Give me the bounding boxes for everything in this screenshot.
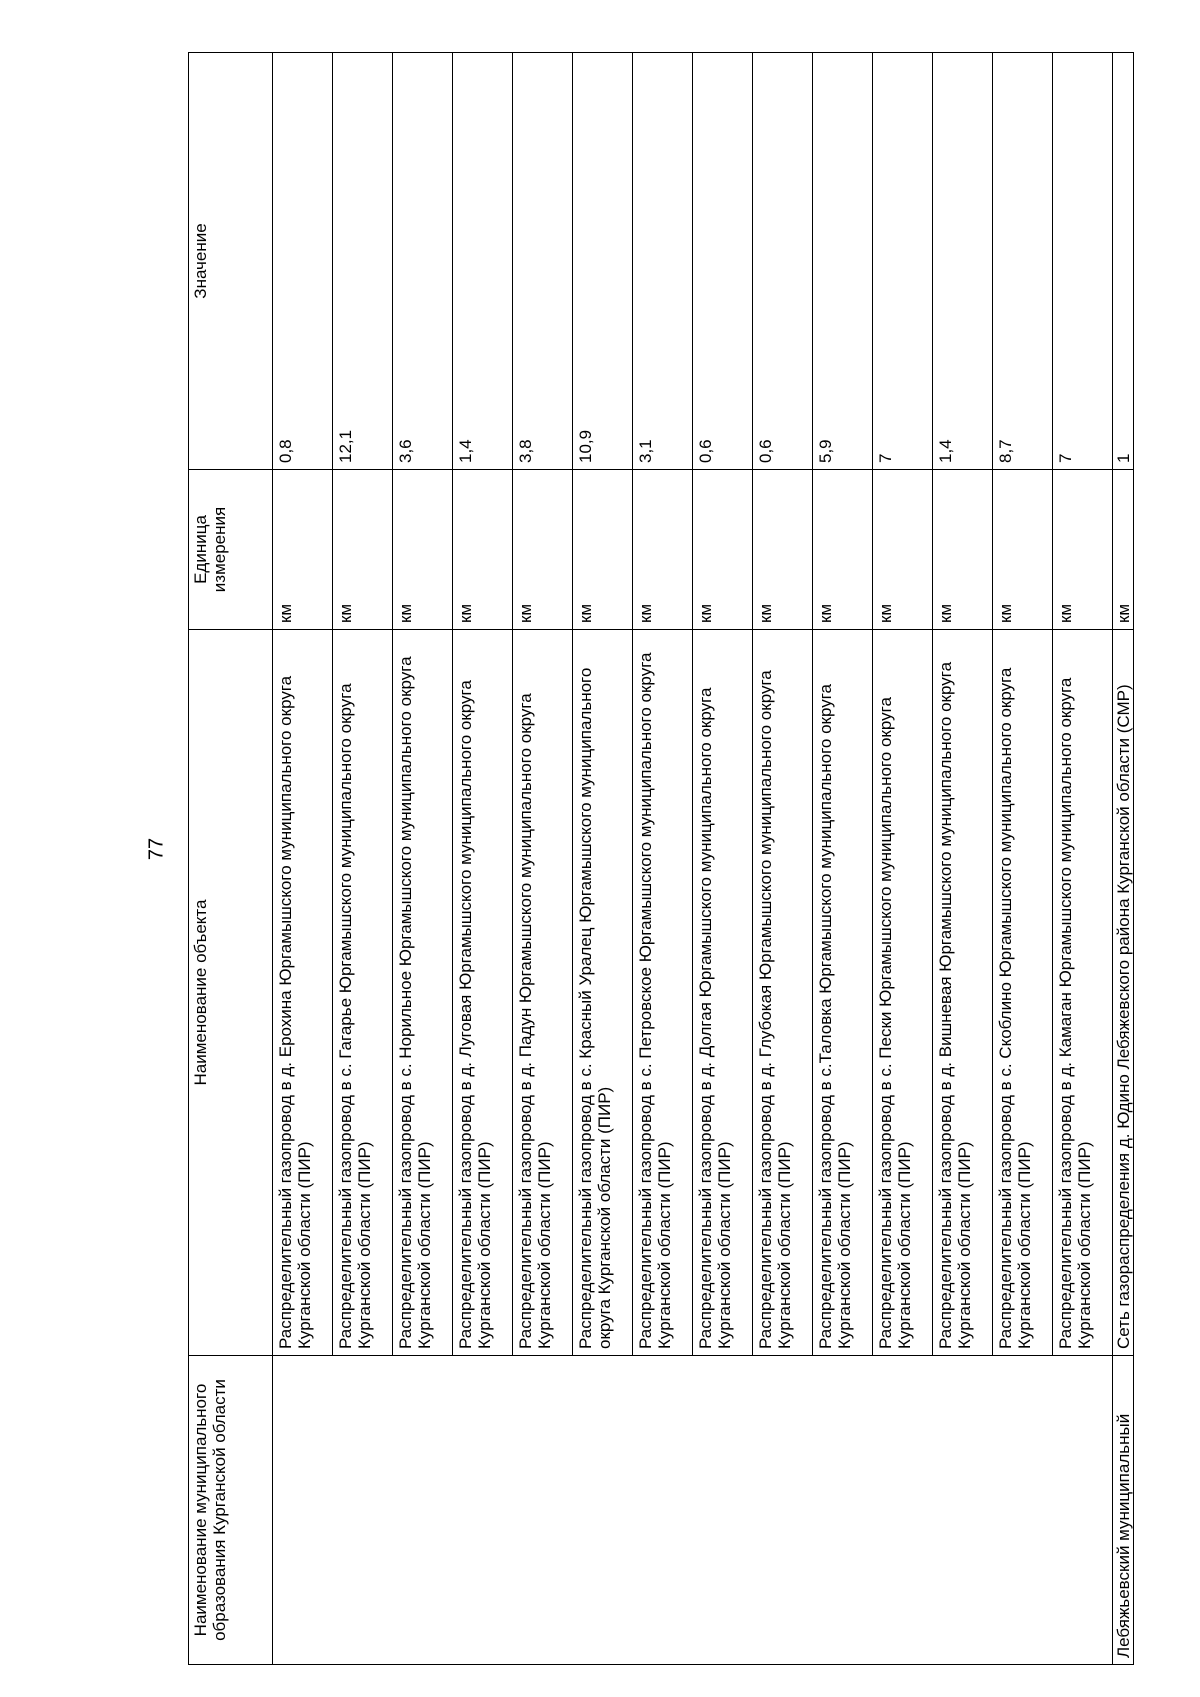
objects-table xyxy=(188,52,1134,1665)
cell-value: 0,8 xyxy=(273,53,333,470)
cell-unit: км xyxy=(692,470,752,630)
cell-unit: км xyxy=(572,470,632,630)
table-row xyxy=(273,53,333,1665)
cell-value: 3,8 xyxy=(512,53,572,470)
cell-object: Распределительный газопровод в д. Луговая Юргамышского муниципального округа Курганской области (ПИР) xyxy=(452,630,512,1356)
header-object: Наименование объекта xyxy=(189,630,273,1356)
cell-unit: км xyxy=(932,470,992,630)
cell-value: 1,4 xyxy=(932,53,992,470)
header-municipality: Наименование муниципального образования Курганской области xyxy=(189,1356,273,1665)
cell-municipality: Лебяжьевский муниципальный xyxy=(1112,1356,1133,1665)
cell-unit: км xyxy=(1112,470,1133,630)
rotated-table-container xyxy=(188,53,1134,1665)
table-header-row xyxy=(189,53,273,1665)
cell-value: 8,7 xyxy=(992,53,1052,470)
cell-value: 3,1 xyxy=(632,53,692,470)
cell-object: Распределительный газопровод в с.Таловка Юргамышского муниципального округа Курганской области (ПИР) xyxy=(812,630,872,1356)
cell-unit: км xyxy=(752,470,812,630)
cell-value: 0,6 xyxy=(752,53,812,470)
cell-value: 1,4 xyxy=(452,53,512,470)
page-number: 77 xyxy=(145,837,168,861)
cell-value: 5,9 xyxy=(812,53,872,470)
cell-object: Сеть газораспределения д. Юдино Лебяжевского района Курганской области (СМР) xyxy=(1112,630,1133,1356)
cell-value: 12,1 xyxy=(332,53,392,470)
cell-municipality xyxy=(273,1356,1113,1665)
cell-value: 7 xyxy=(872,53,932,470)
cell-unit: км xyxy=(452,470,512,630)
header-unit: Единица измерения xyxy=(189,470,273,630)
cell-value: 0,6 xyxy=(692,53,752,470)
cell-value: 1 xyxy=(1112,53,1133,470)
cell-value: 3,6 xyxy=(392,53,452,470)
cell-object: Распределительный газопровод в д. Камаган Юргамышского муниципального округа Курганской области (ПИР) xyxy=(1052,630,1112,1356)
cell-object: Распределительный газопровод в д. Глубокая Юргамышского муниципального округа Курганской области (ПИР) xyxy=(752,630,812,1356)
cell-value: 10,9 xyxy=(572,53,632,470)
cell-object: Распределительный газопровод в с. Гагарье Юргамышского муниципального округа Курганской области (ПИР) xyxy=(332,630,392,1356)
cell-unit: км xyxy=(1052,470,1112,630)
cell-object: Распределительный газопровод в с. Пески Юргамышского муниципального округа Курганской области (ПИР) xyxy=(872,630,932,1356)
cell-value: 7 xyxy=(1052,53,1112,470)
cell-unit: км xyxy=(392,470,452,630)
cell-unit: км xyxy=(812,470,872,630)
cell-unit: км xyxy=(992,470,1052,630)
cell-object: Распределительный газопровод в д. Долгая Юргамышского муниципального округа Курганской области (ПИР) xyxy=(692,630,752,1356)
cell-unit: км xyxy=(872,470,932,630)
table-row xyxy=(1112,53,1133,1665)
cell-object: Распределительный газопровод в с. Скоблино Юргамышского муниципального округа Курганской области (ПИР) xyxy=(992,630,1052,1356)
cell-object: Распределительный газопровод в д. Вишневая Юргамышского муниципального округа Курганской области (ПИР) xyxy=(932,630,992,1356)
cell-object: Распределительный газопровод в д. Ерохина Юргамышского муниципального округа Курганской области (ПИР) xyxy=(273,630,333,1356)
cell-object: Распределительный газопровод в д. Падун Юргамышского муниципального округа Курганской области (ПИР) xyxy=(512,630,572,1356)
cell-unit: км xyxy=(632,470,692,630)
cell-unit: км xyxy=(332,470,392,630)
cell-object: Распределительный газопровод в с. Петровское Юргамышского муниципального округа Курганской области (ПИР) xyxy=(632,630,692,1356)
cell-unit: км xyxy=(512,470,572,630)
cell-object: Распределительный газопровод в с. Норильное Юргамышского муниципального округа Курганской области (ПИР) xyxy=(392,630,452,1356)
cell-unit: км xyxy=(273,470,333,630)
header-value: Значение xyxy=(189,53,273,470)
cell-object: Распределительный газопровод в с. Красный Уралец Юргамышского муниципального округа Курганской области (ПИР) xyxy=(572,630,632,1356)
